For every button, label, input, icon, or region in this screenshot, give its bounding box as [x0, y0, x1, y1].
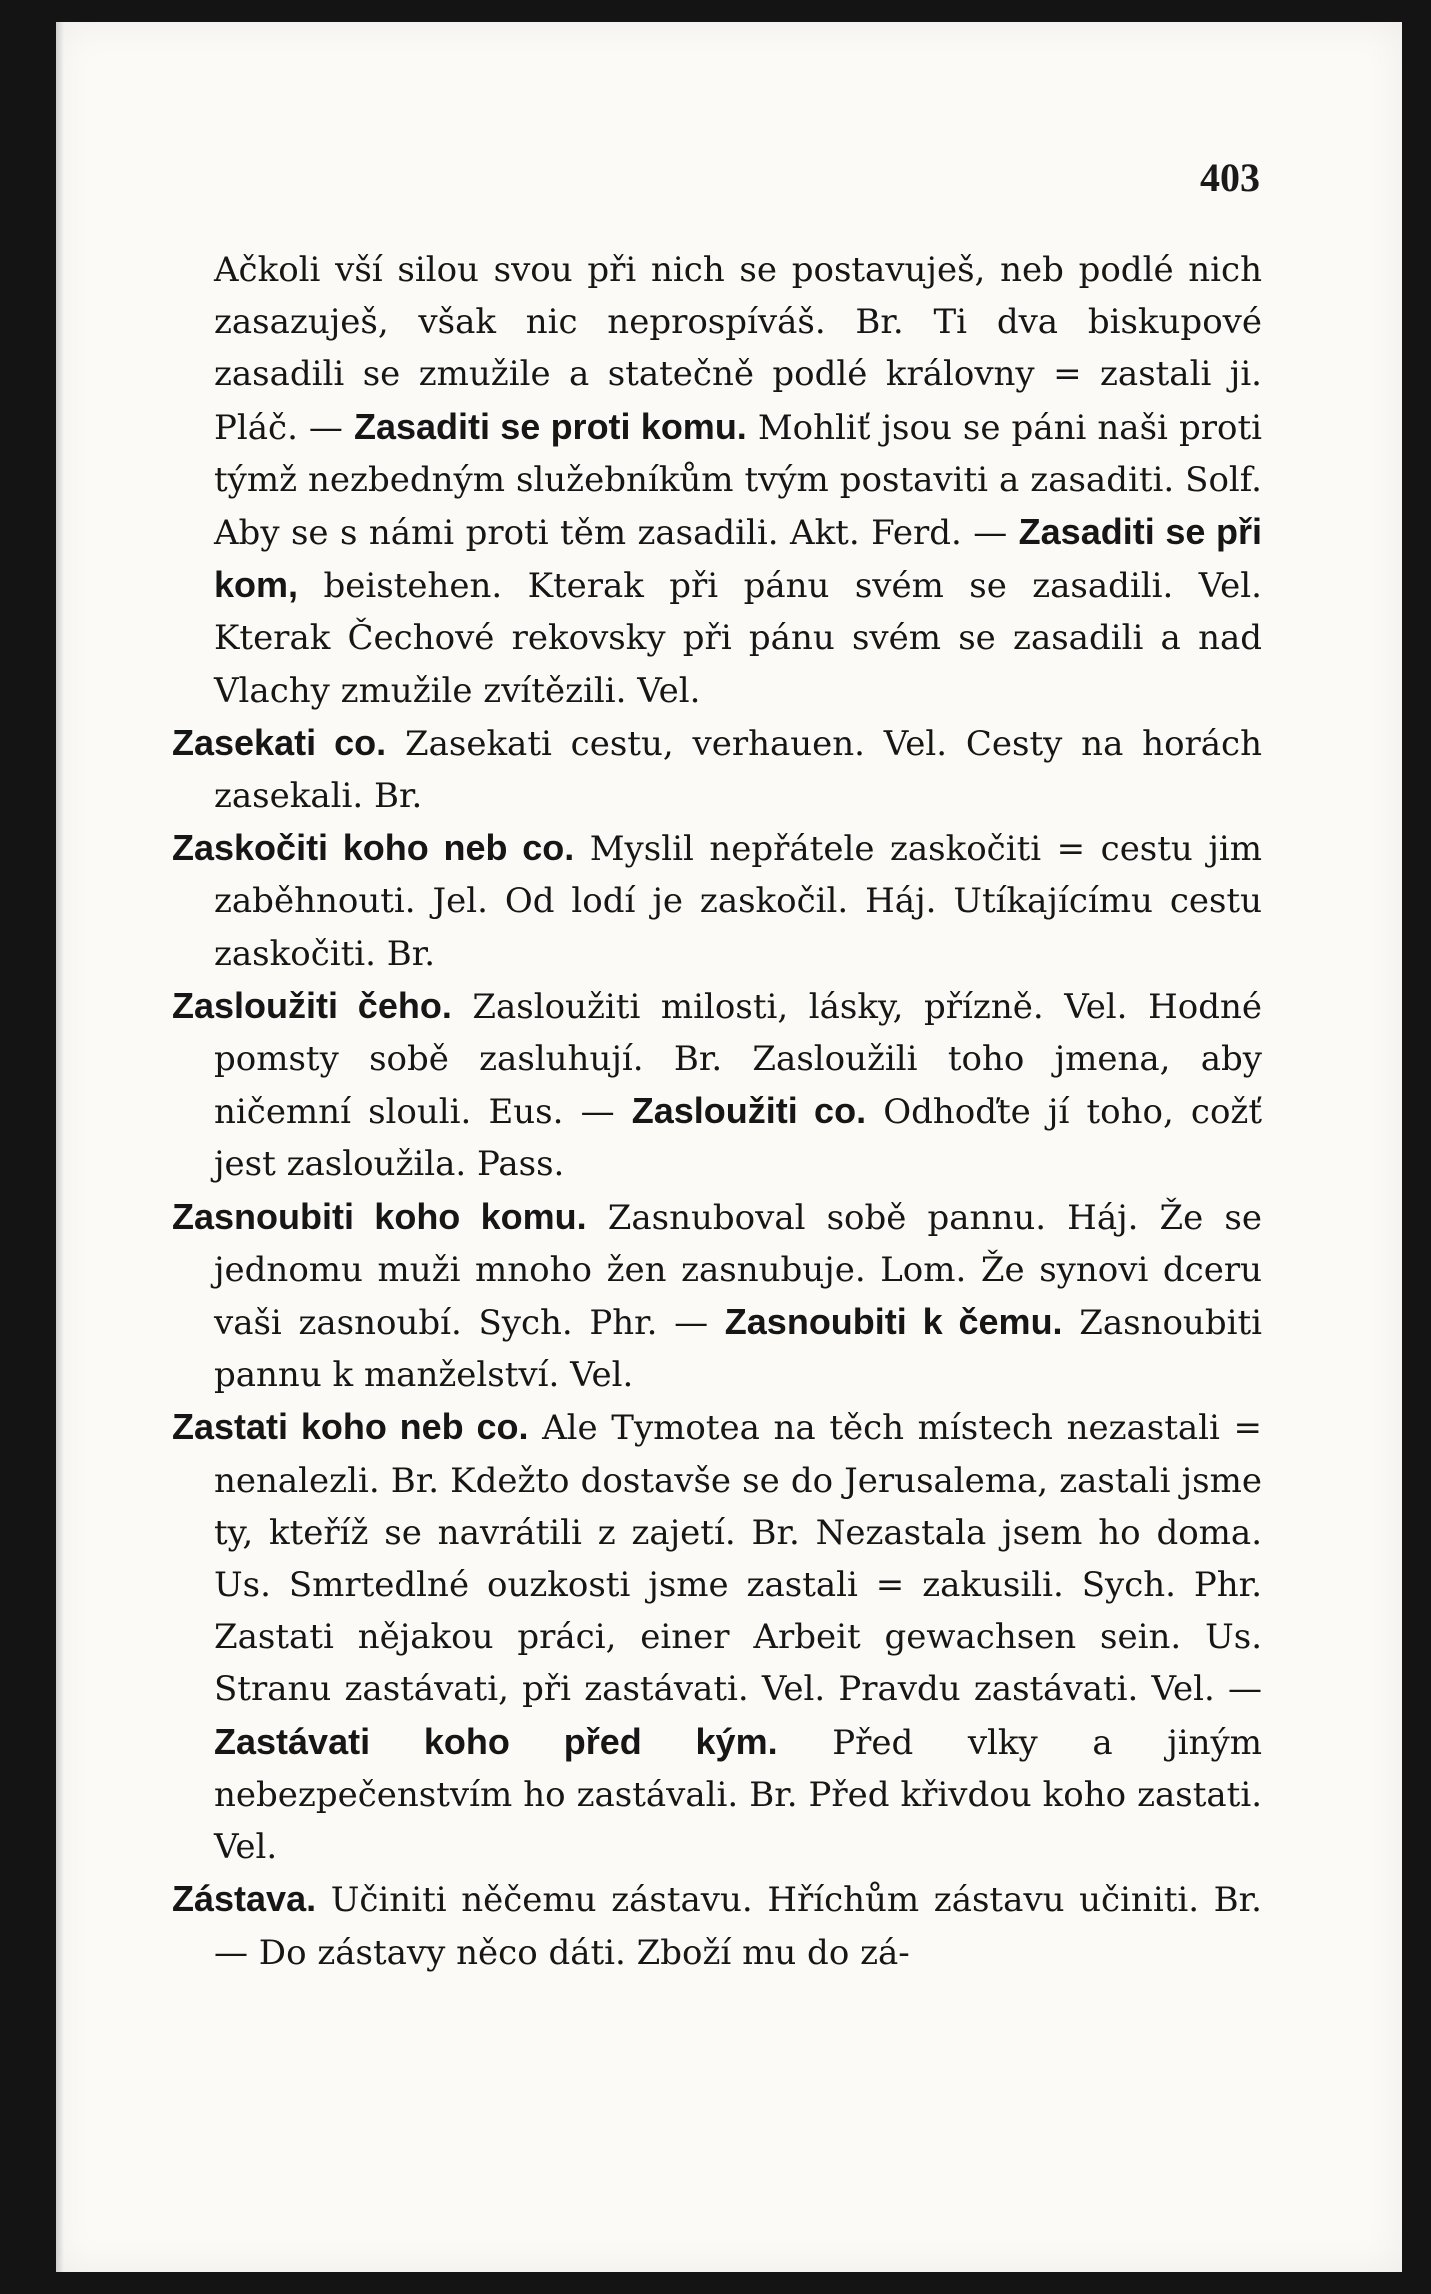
headword: Zasaditi se při kom,	[214, 511, 1262, 606]
headword: Zasnoubiti koho komu.	[172, 1195, 587, 1237]
dictionary-text-body	[172, 244, 1262, 1979]
entry-text: Odhoďte jí toho, cožť jest zasloužila. Pass.	[214, 1092, 1262, 1185]
headword: Zasloužiti co.	[631, 1090, 867, 1132]
book-page	[56, 22, 1402, 2272]
entry-text: beistehen. Kterak při pánu svém se zasadili. Vel. Kterak Čechové rekovsky při pánu svém se zasadili a nad Vlachy zmužile zvítězili. Vel.	[214, 566, 1262, 711]
entry-text: Myslil nepřátele zaskočiti = cestu jim zaběhnouti. Jel. Od lodí je zaskočil. Háj. Utíkajícímu cestu zaskočiti. Br.	[214, 829, 1262, 974]
dictionary-entry	[172, 1401, 1262, 1873]
headword: Zastati koho neb co.	[172, 1406, 529, 1448]
entry-text: Ačkoli vší silou svou při nich se postavuješ, neb podlé nich zasazuješ, však nic neprospíváš. Br. Ti dva biskupové zasadili se zmužile a statečně podlé královny = zastali ji. Pláč. —	[214, 250, 1262, 448]
entry-text: Před vlky a jiným nebezpečenstvím ho zastávali. Br. Před křivdou koho zastati. Vel.	[214, 1722, 1262, 1868]
page-number: 403	[1200, 155, 1260, 200]
dictionary-entry	[172, 822, 1262, 980]
entry-text: Zasnoubiti pannu k manželství. Vel.	[214, 1303, 1263, 1396]
headword: Zaskočiti koho neb co.	[172, 827, 575, 869]
entry-text: Učiniti něčemu zástavu. Hříchům zástavu učiniti. Br. — Do zástavy něco dáti. Zboží mu do zá-	[214, 1880, 1262, 1973]
headword: Zasaditi se proti komu.	[353, 405, 747, 447]
headword: Zasekati co.	[172, 721, 387, 763]
entry-text: Zasnuboval sobě pannu. Háj. Že se jednomu muži mnoho žen zasnubuje. Lom. Že synovi dceru vaši zasnoubí. Sych. Phr. —	[214, 1197, 1262, 1344]
dictionary-entry	[172, 1873, 1262, 1978]
entry-text: Zasekati cestu, verhauen. Vel. Cesty na horách zasekali. Br.	[214, 723, 1263, 817]
entry-text: Ale Tymotea na těch místech nezastali = nenalezli. Br. Kdežto dostavše se do Jerusalema, zastali jsme ty, kteříž se navrátili z zajetí. Br. Nezastala jsem ho doma. Us. Smrtedlné ouzkosti jsme zastali = zakusili. Sych. Phr. Zastati nějakou práci, einer Arbeit gewachsen sein. Us. Stranu zastávati, při zastávati. Vel. Pravdu zastávati. Vel. —	[214, 1408, 1263, 1710]
headword: Zastávati koho před kým.	[214, 1720, 778, 1762]
dictionary-entry	[172, 717, 1262, 822]
page-edge-shadow	[56, 22, 64, 2272]
headword: Zasnoubiti k čemu.	[724, 1301, 1063, 1343]
entry-text: Mohliť jsou se páni naši proti týmž nezbedným služebníkům tvým postaviti a zasaditi. Solf. Aby se s námi proti těm zasadili. Akt. Ferd. —	[214, 407, 1262, 554]
headword: Zasloužiti čeho.	[172, 984, 452, 1026]
dictionary-entry	[172, 980, 1262, 1191]
entry-text: Zasloužiti milosti, lásky, přízně. Vel. Hodné pomsty sobě zasluhují. Br. Zasloužili toho jmena, aby ničemní slouli. Eus. —	[214, 986, 1262, 1133]
entry-continuation	[172, 244, 1262, 717]
headword: Zástava.	[172, 1878, 317, 1920]
dictionary-entry	[172, 1191, 1262, 1402]
